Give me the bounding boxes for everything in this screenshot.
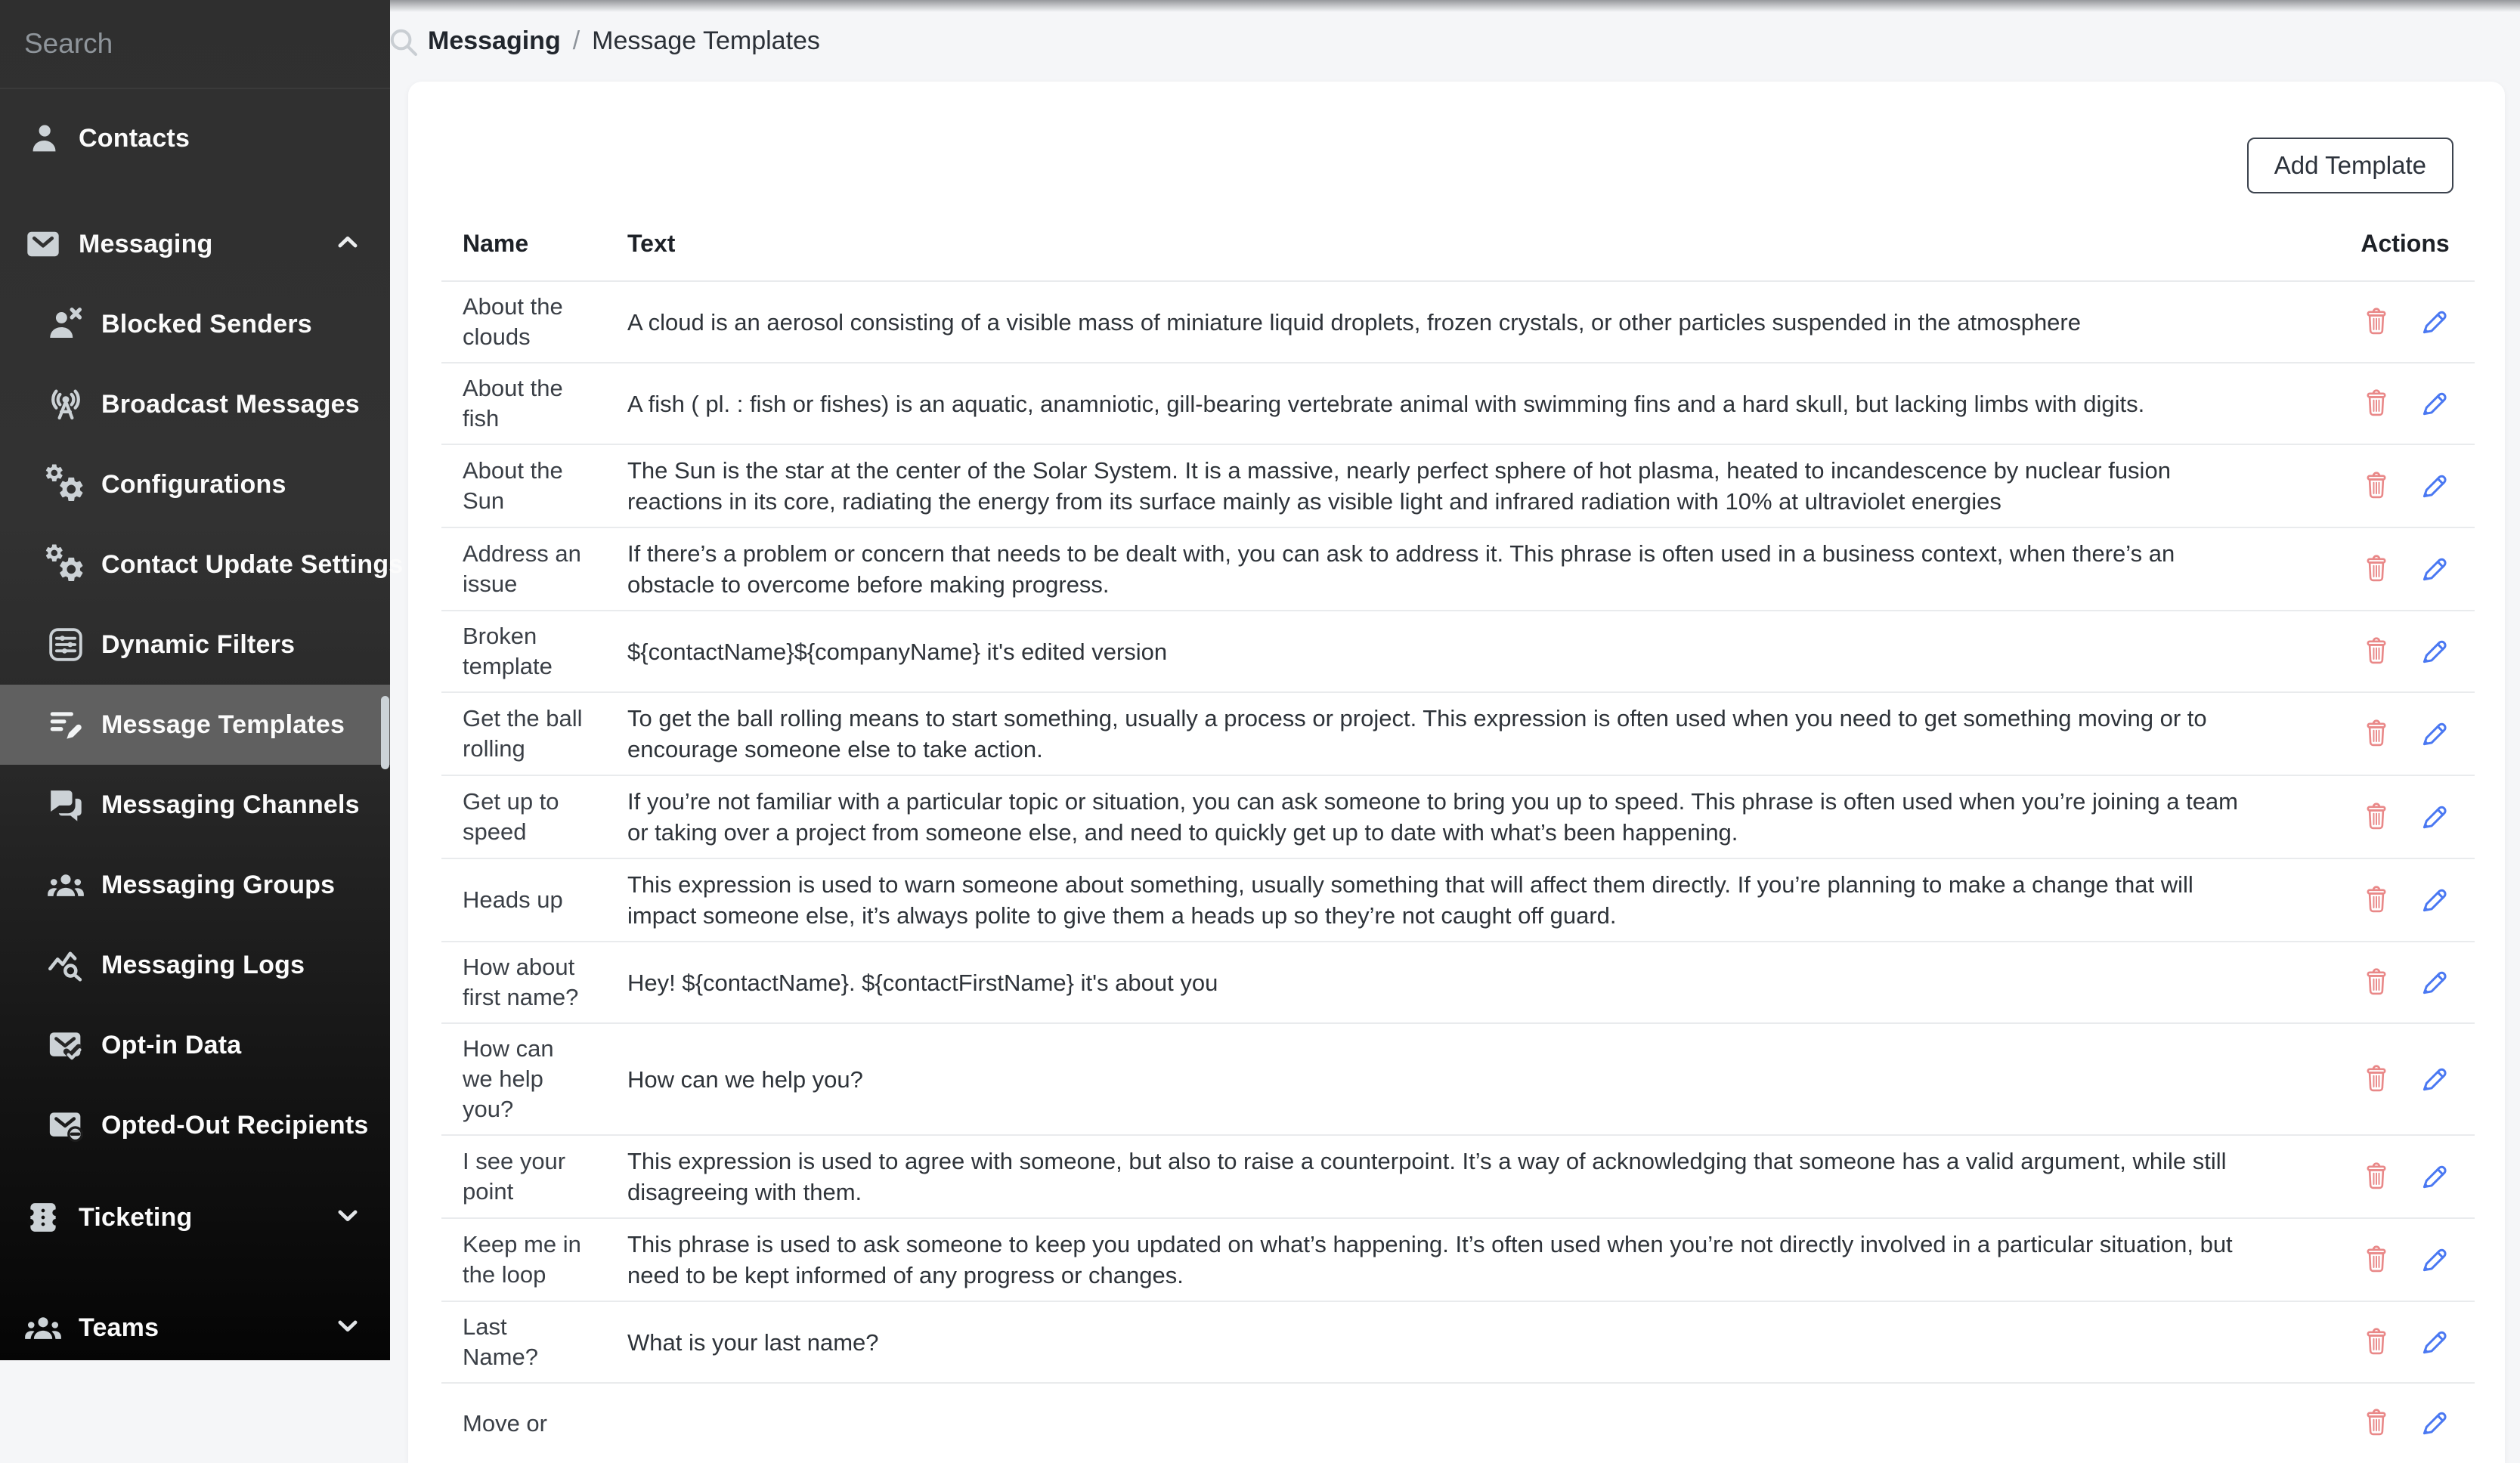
- trash-icon: [2361, 659, 2392, 670]
- row-actions: [2314, 444, 2475, 527]
- pencil-icon: [2418, 329, 2450, 341]
- sidebar-item-label: Blocked Senders: [101, 309, 312, 339]
- edit-button[interactable]: [2417, 1060, 2450, 1098]
- template-name: Address an issue: [463, 540, 581, 597]
- edit-button[interactable]: [2417, 881, 2450, 919]
- template-text: ${contactName}${companyName} it's edited version: [627, 638, 1168, 665]
- sidebar-item-configurations[interactable]: [0, 444, 390, 524]
- template-text: A cloud is an aerosol consisting of a visible mass of miniature liquid droplets, frozen crystals, or other particles suspended in the atmosphere: [627, 308, 2081, 336]
- pencil-icon: [2418, 824, 2450, 836]
- pencil-icon: [2418, 577, 2450, 588]
- trash-icon: [2361, 1350, 2392, 1361]
- sidebar-search: [0, 0, 390, 89]
- gears-icon: [42, 543, 89, 586]
- sidebar-item-label: Message Templates: [101, 710, 345, 739]
- broadcast-icon: [42, 382, 89, 426]
- template-text: This phrase is used to ask someone to keep you updated on what’s happening. It’s often used when you’re not directly involved in a particular situation, but need to be kept informed of any progress or changes.: [627, 1231, 2233, 1288]
- delete-button[interactable]: [2360, 550, 2393, 588]
- sidebar-item-broadcast-messages[interactable]: [0, 364, 390, 444]
- delete-button[interactable]: [2360, 881, 2393, 919]
- template-name: Get up to speed: [463, 788, 559, 845]
- chevron-up-icon: [331, 226, 364, 263]
- template-name: Keep me in the loop: [463, 1231, 581, 1288]
- people-icon: [20, 1306, 67, 1350]
- breadcrumb-separator: /: [572, 26, 580, 55]
- breadcrumb: [390, 0, 2520, 82]
- row-actions: [2314, 611, 2475, 692]
- pencil-icon: [2418, 1184, 2450, 1195]
- trash-icon: [2361, 1087, 2392, 1098]
- trash-icon: [2361, 1431, 2392, 1442]
- sidebar-scrollbar-thumb[interactable]: [381, 696, 389, 769]
- sidebar-item-blocked-senders[interactable]: [0, 284, 390, 364]
- sidebar-item-messaging-groups[interactable]: [0, 845, 390, 925]
- template-name: Get the ball rolling: [463, 705, 583, 762]
- pencil-icon: [2418, 908, 2450, 919]
- sidebar-item-messaging-logs[interactable]: [0, 925, 390, 1005]
- delete-button[interactable]: [2360, 1323, 2393, 1361]
- column-header-actions: Actions: [2361, 230, 2450, 257]
- delete-button[interactable]: [2360, 1241, 2393, 1279]
- row-actions: [2314, 1301, 2475, 1383]
- edit-button[interactable]: [2417, 715, 2450, 753]
- edit-button[interactable]: [2417, 1241, 2450, 1279]
- template-name: About the Sun: [463, 457, 563, 514]
- pencil-icon: [2418, 1350, 2450, 1361]
- delete-button[interactable]: [2360, 1158, 2393, 1195]
- row-actions: [2314, 1023, 2475, 1135]
- delete-button[interactable]: [2360, 715, 2393, 753]
- template-text: If there’s a problem or concern that needs to be dealt with, you can ask to address it. This phrase is often used in a business context, when there’s an obstacle to overcome before making progress.: [627, 540, 2175, 598]
- template-text: [606, 1383, 2314, 1463]
- row-actions: [2314, 1383, 2475, 1463]
- sidebar-item-teams[interactable]: [0, 1288, 390, 1368]
- person-icon: [20, 116, 67, 160]
- sidebar-item-label: Messaging Logs: [101, 950, 305, 979]
- template-text: This expression is used to agree with someone, but also to raise a counterpoint. It’s a way of acknowledging that someone has a valid argument, while still disagreeing with them.: [627, 1148, 2227, 1205]
- sidebar-item-label: Messaging: [79, 229, 213, 258]
- person-x-icon: [42, 302, 89, 346]
- templates-table: [441, 230, 2475, 1463]
- edit-button[interactable]: [2417, 1158, 2450, 1195]
- pencil-icon: [2418, 1267, 2450, 1279]
- sidebar-item-opt-in-data[interactable]: [0, 1005, 390, 1085]
- edit-button[interactable]: [2417, 963, 2450, 1001]
- row-actions: [2314, 1218, 2475, 1301]
- edit-button[interactable]: [2417, 303, 2450, 341]
- template-text: How can we help you?: [627, 1066, 863, 1093]
- edit-button[interactable]: [2417, 467, 2450, 505]
- card-toolbar: [441, 138, 2475, 193]
- edit-button[interactable]: [2417, 550, 2450, 588]
- templates-card: [408, 82, 2505, 1463]
- table-row: [441, 611, 2475, 692]
- sidebar-item-label: Contact Update Settings: [101, 549, 404, 579]
- table-row: [441, 692, 2475, 775]
- trash-icon: [2361, 493, 2392, 505]
- sidebar-item-contact-update-settings[interactable]: [0, 524, 404, 605]
- column-header-name: Name: [463, 230, 529, 257]
- edit-button[interactable]: [2417, 1323, 2450, 1361]
- trash-icon: [2361, 329, 2392, 341]
- pencil-icon: [2418, 493, 2450, 505]
- sidebar-item-messaging[interactable]: [0, 204, 390, 284]
- template-text: To get the ball rolling means to start something, usually a process or project. This expression is often used when you need to get something moving or to encourage someone else to take action.: [627, 705, 2207, 762]
- main-content: [390, 0, 2520, 1437]
- table-row: [441, 1301, 2475, 1383]
- row-actions: [2314, 1135, 2475, 1218]
- template-name: Heads up: [463, 886, 563, 913]
- table-header-row: [441, 230, 2475, 281]
- template-text: If you’re not familiar with a particular topic or situation, you can ask someone to bring you up to speed. This phrase is often used when you’re joining a team or taking over a project from someone else, and need to quickly get up to date with what’s been happening.: [627, 788, 2238, 846]
- chart-magnifier-icon: [42, 943, 89, 987]
- sidebar-item-label: Dynamic Filters: [101, 629, 296, 659]
- sidebar-item-label: Teams: [79, 1313, 159, 1342]
- template-name: About the fish: [463, 375, 563, 431]
- table-row: [441, 942, 2475, 1023]
- search-input[interactable]: [23, 27, 385, 60]
- delete-button[interactable]: [2360, 1405, 2393, 1443]
- sidebar-item-label: Messaging Channels: [101, 790, 360, 819]
- sidebar-item-ticketing[interactable]: [0, 1177, 390, 1257]
- pencil-icon: [2418, 990, 2450, 1001]
- table-row: [441, 444, 2475, 527]
- sidebar-item-messaging-channels[interactable]: [0, 765, 390, 845]
- template-name: How about first name?: [463, 954, 579, 1010]
- table-row: [441, 1383, 2475, 1463]
- trash-icon: [2361, 824, 2392, 836]
- trash-icon: [2361, 990, 2392, 1001]
- edit-button[interactable]: [2417, 798, 2450, 836]
- search-icon[interactable]: [385, 24, 422, 64]
- delete-button[interactable]: [2360, 467, 2393, 505]
- envelope-icon: [20, 222, 67, 266]
- chevron-down-icon: [331, 1310, 364, 1347]
- edit-button[interactable]: [2417, 385, 2450, 422]
- sidebar-item-dynamic-filters[interactable]: [0, 605, 390, 685]
- people-icon: [42, 863, 89, 907]
- table-row: [441, 1023, 2475, 1135]
- template-text: Hey! ${contactName}. ${contactFirstName} it's about you: [627, 969, 1218, 996]
- template-pencil-icon: [42, 703, 89, 747]
- envelope-minus-icon: [42, 1103, 89, 1147]
- template-name: Broken template: [463, 623, 553, 679]
- row-actions: [2314, 775, 2475, 858]
- template-name: Last Name?: [463, 1313, 538, 1370]
- sidebar-item-message-templates[interactable]: [0, 685, 390, 765]
- delete-button[interactable]: [2360, 385, 2393, 422]
- delete-button[interactable]: [2360, 633, 2393, 670]
- delete-button[interactable]: [2360, 798, 2393, 836]
- row-actions: [2314, 858, 2475, 942]
- column-header-text: Text: [627, 230, 676, 257]
- pencil-icon: [2418, 1087, 2450, 1098]
- sliders-icon: [42, 623, 89, 667]
- edit-button[interactable]: [2417, 633, 2450, 670]
- add-template-button[interactable]: Add Template: [2247, 138, 2453, 193]
- trash-icon: [2361, 1267, 2392, 1279]
- table-row: [441, 858, 2475, 942]
- template-name: About the clouds: [463, 293, 563, 350]
- breadcrumb-page: Message Templates: [592, 26, 820, 55]
- table-row: [441, 1135, 2475, 1218]
- sidebar-item-label: Ticketing: [79, 1202, 193, 1232]
- template-text: The Sun is the star at the center of the Solar System. It is a massive, nearly perfect sphere of hot plasma, heated to incandescence by nuclear fusion reactions in its core, radiating the energy from its surface mainly as visible light and infrared radiation with 10% at ultraviolet energies: [627, 457, 2171, 515]
- sidebar-item-label: Opted-Out Recipients: [101, 1110, 369, 1140]
- sidebar-item-label: Configurations: [101, 469, 286, 499]
- template-text: This expression is used to warn someone about something, usually something that will affect them directly. If you’re planning to make a change that will impact someone else, it’s always polite to give them a heads up so they’re not caught off guard.: [627, 871, 2193, 929]
- pencil-icon: [2418, 1431, 2450, 1442]
- template-text: A fish ( pl. : fish or fishes) is an aquatic, anamniotic, gill-bearing vertebrate animal with swimming fins and a hard skull, but lacking limbs with digits.: [627, 390, 2145, 417]
- table-row: [441, 527, 2475, 611]
- sidebar-item-label: Contacts: [79, 123, 190, 153]
- row-actions: [2314, 942, 2475, 1023]
- pencil-icon: [2418, 659, 2450, 670]
- trash-icon: [2361, 1184, 2392, 1195]
- row-actions: [2314, 692, 2475, 775]
- chevron-down-icon: [331, 1199, 364, 1236]
- template-text: What is your last name?: [627, 1328, 879, 1356]
- sidebar-item-label: Opt-in Data: [101, 1030, 242, 1059]
- sidebar: [0, 0, 404, 1360]
- sidebar-item-label: Messaging Groups: [101, 870, 336, 899]
- pencil-icon: [2418, 411, 2450, 422]
- template-name: Move or: [463, 1409, 547, 1437]
- row-actions: [2314, 363, 2475, 444]
- gears-icon: [42, 462, 89, 506]
- edit-button[interactable]: [2417, 1405, 2450, 1443]
- delete-button[interactable]: [2360, 963, 2393, 1001]
- delete-button[interactable]: [2360, 303, 2393, 341]
- envelope-check-icon: [42, 1023, 89, 1067]
- row-actions: [2314, 527, 2475, 611]
- sidebar-nav: [0, 89, 404, 1368]
- sidebar-item-contacts[interactable]: [0, 98, 390, 178]
- trash-icon: [2361, 741, 2392, 753]
- table-body: [441, 281, 2475, 1463]
- table-row: [441, 363, 2475, 444]
- sidebar-item-opted-out-recipients[interactable]: [0, 1085, 390, 1165]
- chat-bubbles-icon: [42, 783, 89, 827]
- table-row: [441, 1218, 2475, 1301]
- sidebar-item-label: Broadcast Messages: [101, 389, 360, 419]
- template-name: I see your point: [463, 1148, 566, 1205]
- trash-icon: [2361, 411, 2392, 422]
- ticket-icon: [20, 1195, 67, 1239]
- trash-icon: [2361, 577, 2392, 588]
- pencil-icon: [2418, 741, 2450, 753]
- table-row: [441, 281, 2475, 363]
- delete-button[interactable]: [2360, 1060, 2393, 1098]
- trash-icon: [2361, 908, 2392, 919]
- template-name: How can we help you?: [463, 1035, 554, 1122]
- row-actions: [2314, 281, 2475, 363]
- table-row: [441, 775, 2475, 858]
- breadcrumb-section[interactable]: Messaging: [428, 26, 561, 55]
